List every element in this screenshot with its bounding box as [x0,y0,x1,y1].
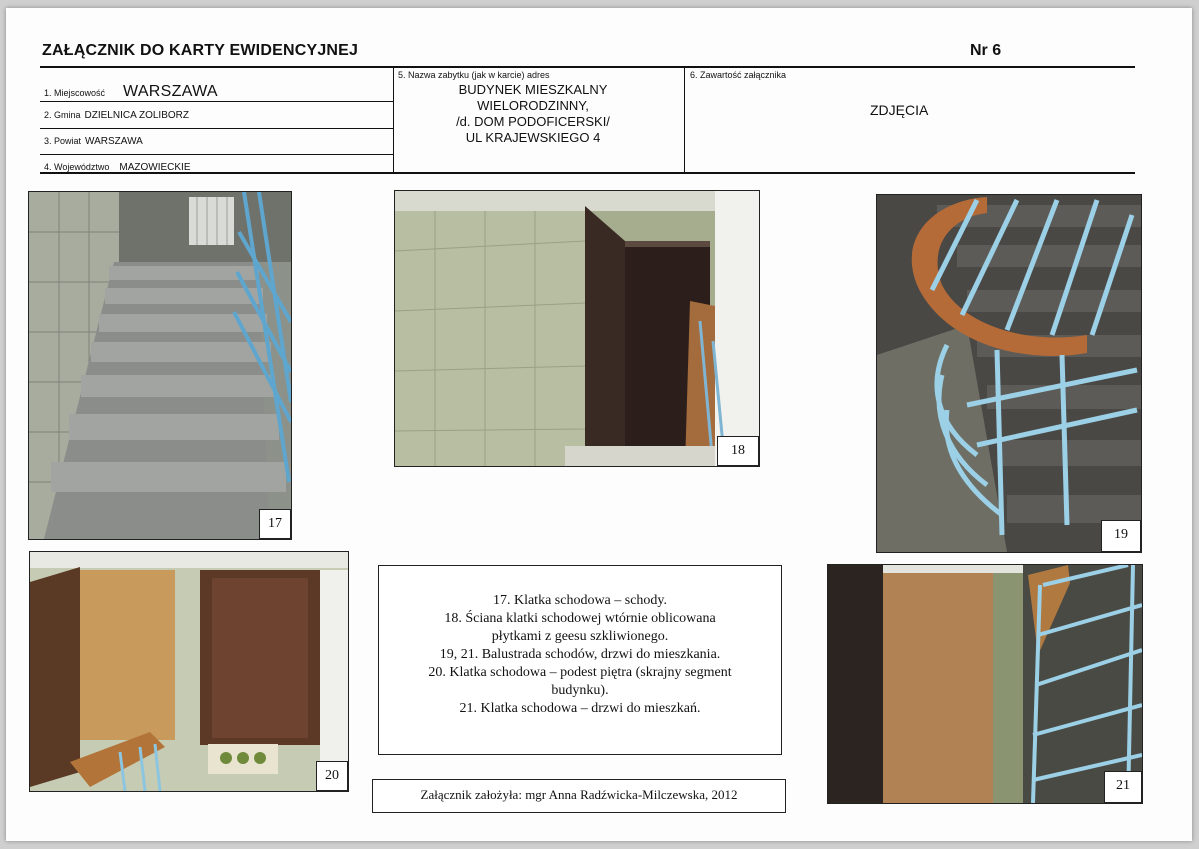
captions-box [378,565,782,755]
staircase-image [29,192,291,539]
photo-number: 21 [1104,771,1142,803]
caption-line: 17. Klatka schodowa – schody. [492,593,668,608]
field-label: 1. Miejscowość [44,88,106,98]
photo-18-tiled-wall [394,190,760,467]
field-gmina [44,110,189,121]
attachment-number: Nr 6 [970,42,1002,59]
field-rule-2 [40,128,393,129]
document-title: ZAŁĄCZNIK DO KARTY EWIDENCYJNEJ [42,42,359,59]
field-powiat [44,136,143,147]
monument-label: 5. Nazwa zabytku (jak w karcie) adres [398,70,550,80]
field-rule-1 [40,101,393,102]
contents-value: ZDJĘCIA [870,102,929,118]
field-miejscowosc [44,83,218,101]
landing-image [30,552,348,791]
caption-line: płytkami z geesu szkliwionego. [491,629,669,644]
header-top-rule [40,66,1135,68]
photo-19-balustrade [876,194,1142,553]
field-rule-3 [40,154,393,155]
photo-21-door-balustrade [827,564,1143,804]
field-value: WARSZAWA [123,83,218,100]
tiled-wall-image [395,191,759,466]
photo-number: 19 [1101,520,1141,552]
caption-line: 21. Klatka schodowa – drzwi do mieszkań. [459,701,701,716]
monument-line: WIELORODZINNY, [477,98,589,113]
photo-17-staircase [28,191,292,540]
monument-line: UL KRAJEWSKIEGO 4 [465,130,601,145]
field-label: 4. Województwo [44,162,110,172]
field-wojewodztwo [44,162,191,173]
photo-number: 17 [259,509,291,539]
field-value: WARSZAWA [85,136,143,147]
monument-line: BUDYNEK MIESZKALNY [458,82,608,97]
caption-line: budynku). [551,683,609,698]
header-bottom-rule [40,172,1135,174]
author-note: Załącznik założyła: mgr Anna Radźwicka-Milczewska, 2012 [372,779,786,813]
caption-line: 20. Klatka schodowa – podest piętra (skrajny segment [428,665,732,680]
header-divider-2 [684,67,685,173]
field-value: MAZOWIECKIE [119,162,191,173]
photo-20-landing [29,551,349,792]
monument-line: /d. DOM PODOFICERSKI/ [456,114,610,129]
monument-name [388,82,678,146]
caption-line: 18. Ściana klatki schodowej wtórnie oblicowana [444,611,716,626]
caption-line: 19, 21. Balustrada schodów, drzwi do mieszkania. [439,647,721,662]
photo-number: 20 [316,761,348,791]
balustrade-image [877,195,1141,552]
photo-number: 18 [717,436,759,466]
contents-label: 6. Zawartość załącznika [690,70,787,80]
door-balustrade-image [828,565,1142,803]
field-label: 3. Powiat [44,136,82,146]
field-value: DZIELNICA ZOLIBORZ [84,110,189,121]
field-label: 2. Gmina [44,110,81,120]
